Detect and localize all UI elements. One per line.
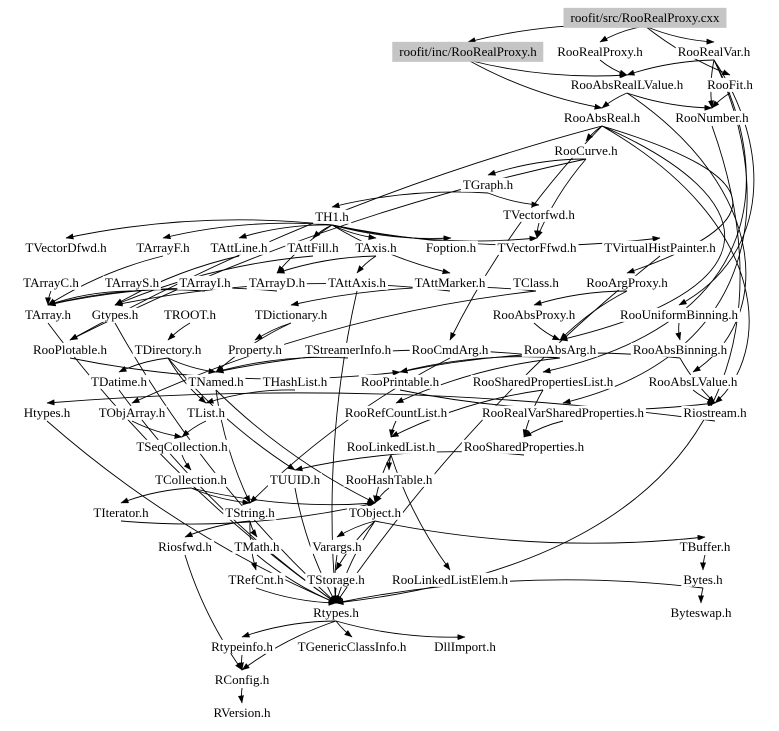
edge-Rtypes-Rtypeinfo [242, 621, 336, 637]
node-RooPrintable[interactable]: RooPrintable.h [360, 373, 440, 389]
node-RooCmdArg[interactable]: RooCmdArg.h [411, 341, 489, 357]
node-Riosfwd[interactable]: Riosfwd.h [158, 538, 212, 554]
node-TVectorDfwd[interactable]: TVectorDfwd.h [25, 239, 107, 255]
node-RooUniformBinning[interactable]: RooUniformBinning.h [619, 306, 739, 322]
node-TRefCnt[interactable]: TRefCnt.h [228, 571, 284, 587]
edge-TGraph-TVectorfwd [488, 193, 539, 205]
node-TAttLine[interactable]: TAttLine.h [210, 239, 268, 255]
node-TH1[interactable]: TH1.h [315, 208, 349, 224]
node-RooLinkedListElem[interactable]: RooLinkedListElem.h [392, 571, 508, 587]
edge-RooRealProxy-RooAbsRealLValue [600, 60, 627, 75]
edge-TSeqCollection-TCollection [182, 455, 191, 470]
node-Property[interactable]: Property.h [228, 341, 282, 357]
node-RVersion[interactable]: RVersion.h [213, 704, 271, 720]
edge-RooSharedProperties-TUUID [295, 452, 524, 470]
node-RooCurve[interactable]: RooCurve.h [554, 142, 618, 158]
edge-RConfig-RVersion [242, 688, 243, 703]
edge-RooAbsRealLValue-RooAbsReal [602, 93, 627, 108]
node-TDatime[interactable]: TDatime.h [91, 373, 147, 389]
node-cxx: roofit/src/RooRealProxy.cxx [564, 8, 727, 28]
edge-Rtypeinfo-RConfig [242, 655, 243, 670]
node-RooRealVarSharedProperties[interactable]: RooRealVarSharedProperties.h [481, 404, 645, 420]
edge-RooFit-RooNumber [712, 93, 730, 108]
node-THashList[interactable]: THashList.h [262, 373, 328, 389]
node-TObject[interactable]: TObject.h [348, 504, 402, 520]
edge-RooAbsProxy-RooAbsArg [534, 323, 560, 340]
node-TArray[interactable]: TArray.h [24, 306, 72, 322]
edge-cxx-RooRealProxy [600, 26, 645, 42]
node-RooPlotable[interactable]: RooPlotable.h [32, 341, 108, 357]
edge-RooAbsRealLValue-RooAbsLValue [627, 93, 746, 372]
node-TUUID[interactable]: TUUID.h [269, 471, 321, 487]
node-Rtypeinfo[interactable]: Rtypeinfo.h [211, 638, 273, 654]
node-Htypes[interactable]: Htypes.h [23, 404, 71, 420]
node-RConfig[interactable]: RConfig.h [214, 671, 270, 687]
edge-TObjArray-TSeqCollection [132, 421, 182, 437]
node-RooNumber[interactable]: RooNumber.h [675, 109, 749, 125]
edge-TCollection-TIterator [121, 488, 191, 503]
node-RooHashTable[interactable]: RooHashTable.h [345, 471, 433, 487]
edge-RooArgProxy-RooAbsProxy [534, 291, 627, 305]
node-TAttAxis[interactable]: TAttAxis.h [328, 274, 386, 290]
edge-RooUniformBinning-RooAbsBinning [679, 323, 680, 340]
node-RooAbsBinning[interactable]: RooAbsBinning.h [632, 341, 728, 357]
edge-RooRealVar-RooUniformBinning [679, 60, 754, 305]
node-RooSharedProperties[interactable]: RooSharedProperties.h [463, 438, 585, 454]
edge-TBuffer-Bytes [703, 555, 705, 570]
edge-TStreamerInfo-TNamed [216, 357, 348, 372]
node-TVirtualHistPainter[interactable]: TVirtualHistPainter.h [604, 239, 716, 255]
node-RooAbsRealLValue[interactable]: RooAbsRealLValue.h [570, 76, 684, 92]
node-TArrayF[interactable]: TArrayF.h [136, 239, 190, 255]
node-TNamed[interactable]: TNamed.h [188, 373, 244, 389]
node-RooRealProxy[interactable]: RooRealProxy.h [557, 43, 643, 59]
node-TVectorfwd[interactable]: TVectorfwd.h [503, 206, 575, 222]
edge-Rtypes-DllImport [336, 621, 465, 637]
node-TCollection[interactable]: TCollection.h [155, 471, 227, 487]
node-DllImport[interactable]: DllImport.h [434, 638, 496, 654]
node-TStreamerInfo[interactable]: TStreamerInfo.h [304, 341, 392, 357]
node-TDirectory[interactable]: TDirectory.h [134, 341, 202, 357]
node-TArrayI[interactable]: TArrayI.h [179, 274, 231, 290]
edge-TRefCnt-Rtypes [256, 588, 336, 603]
node-RooAbsLValue[interactable]: RooAbsLValue.h [648, 373, 738, 389]
node-Byteswap[interactable]: Byteswap.h [670, 604, 732, 620]
node-TIterator[interactable]: TIterator.h [93, 504, 149, 520]
node-TDictionary[interactable]: TDictionary.h [254, 306, 328, 322]
node-TArrayC[interactable]: TArrayC.h [23, 274, 79, 290]
edge-TH1-TAttLine [239, 225, 332, 238]
node-TAxis[interactable]: TAxis.h [355, 239, 397, 255]
node-Bytes[interactable]: Bytes.h [683, 571, 723, 587]
node-TBuffer[interactable]: TBuffer.h [679, 538, 731, 554]
edge-RooRealVarSharedProperties-RooSharedProperties [524, 421, 563, 437]
node-TAttMarker[interactable]: TAttMarker.h [414, 274, 486, 290]
edge-Gtypes-Rtypes [115, 323, 336, 603]
node-RooAbsReal[interactable]: RooAbsReal.h [563, 109, 641, 125]
edge-TString-TMath [250, 521, 257, 537]
node-TGraph[interactable]: TGraph.h [462, 176, 514, 192]
node-TROOT[interactable]: TROOT.h [163, 306, 217, 322]
node-inc: roofit/inc/RooRealProxy.h [392, 42, 543, 62]
node-RooSharedPropertiesList[interactable]: RooSharedPropertiesList.h [472, 373, 614, 389]
edge-TCollection-TObject [191, 488, 375, 505]
node-RooRealVar[interactable]: RooRealVar.h [677, 43, 751, 59]
node-Foption[interactable]: Foption.h [425, 239, 477, 255]
node-RooAbsProxy[interactable]: RooAbsProxy.h [492, 306, 576, 322]
edge-TROOT-TDirectory [168, 323, 190, 340]
node-Riostream[interactable]: Riostream.h [683, 404, 747, 420]
edge-Bytes-Byteswap [701, 588, 703, 603]
edge-THashList-TList [206, 390, 295, 403]
node-TSeqCollection[interactable]: TSeqCollection.h [136, 438, 228, 454]
edge-RooCurve-TGraph [488, 159, 586, 175]
node-RooArgProxy[interactable]: RooArgProxy.h [586, 274, 668, 290]
edge-RooNumber-Rtypes [336, 126, 740, 603]
node-TMath[interactable]: TMath.h [234, 538, 280, 554]
edge-TH1-TVectorDfwd [66, 220, 332, 238]
edge-RooHashTable-TObject [375, 488, 389, 503]
node-RooFit[interactable]: RooFit.h [707, 76, 753, 92]
node-TClass[interactable]: TClass.h [513, 274, 559, 290]
edge-TAxis-TAttAxis [357, 256, 376, 273]
edge-TObject-Rtypes [336, 521, 375, 603]
node-Varargs[interactable]: Varargs.h [312, 538, 362, 554]
node-TArrayS[interactable]: TArrayS.h [104, 274, 160, 290]
node-TAttFill[interactable]: TAttFill.h [287, 239, 339, 255]
node-TStorage[interactable]: TStorage.h [307, 571, 365, 587]
node-RooAbsArg[interactable]: RooAbsArg.h [523, 341, 597, 357]
node-RooLinkedList[interactable]: RooLinkedList.h [346, 438, 436, 454]
node-RooRefCountList[interactable]: RooRefCountList.h [344, 404, 448, 420]
node-TGenericClassInfo[interactable]: TGenericClassInfo.h [297, 638, 407, 654]
node-Gtypes[interactable]: Gtypes.h [91, 306, 139, 322]
edge-RooAbsRealLValue-RooNumber [627, 93, 712, 108]
node-TArrayD[interactable]: TArrayD.h [248, 274, 306, 290]
node-TVectorFfwd[interactable]: TVectorFfwd.h [497, 239, 577, 255]
node-TObjArray[interactable]: TObjArray.h [98, 404, 166, 420]
node-TList[interactable]: TList.h [187, 404, 225, 420]
node-TString[interactable]: TString.h [225, 504, 275, 520]
node-Rtypes[interactable]: Rtypes.h [313, 604, 359, 620]
edge-TObject-TBuffer [375, 521, 705, 543]
edge-TGraph-TH1 [332, 192, 488, 207]
